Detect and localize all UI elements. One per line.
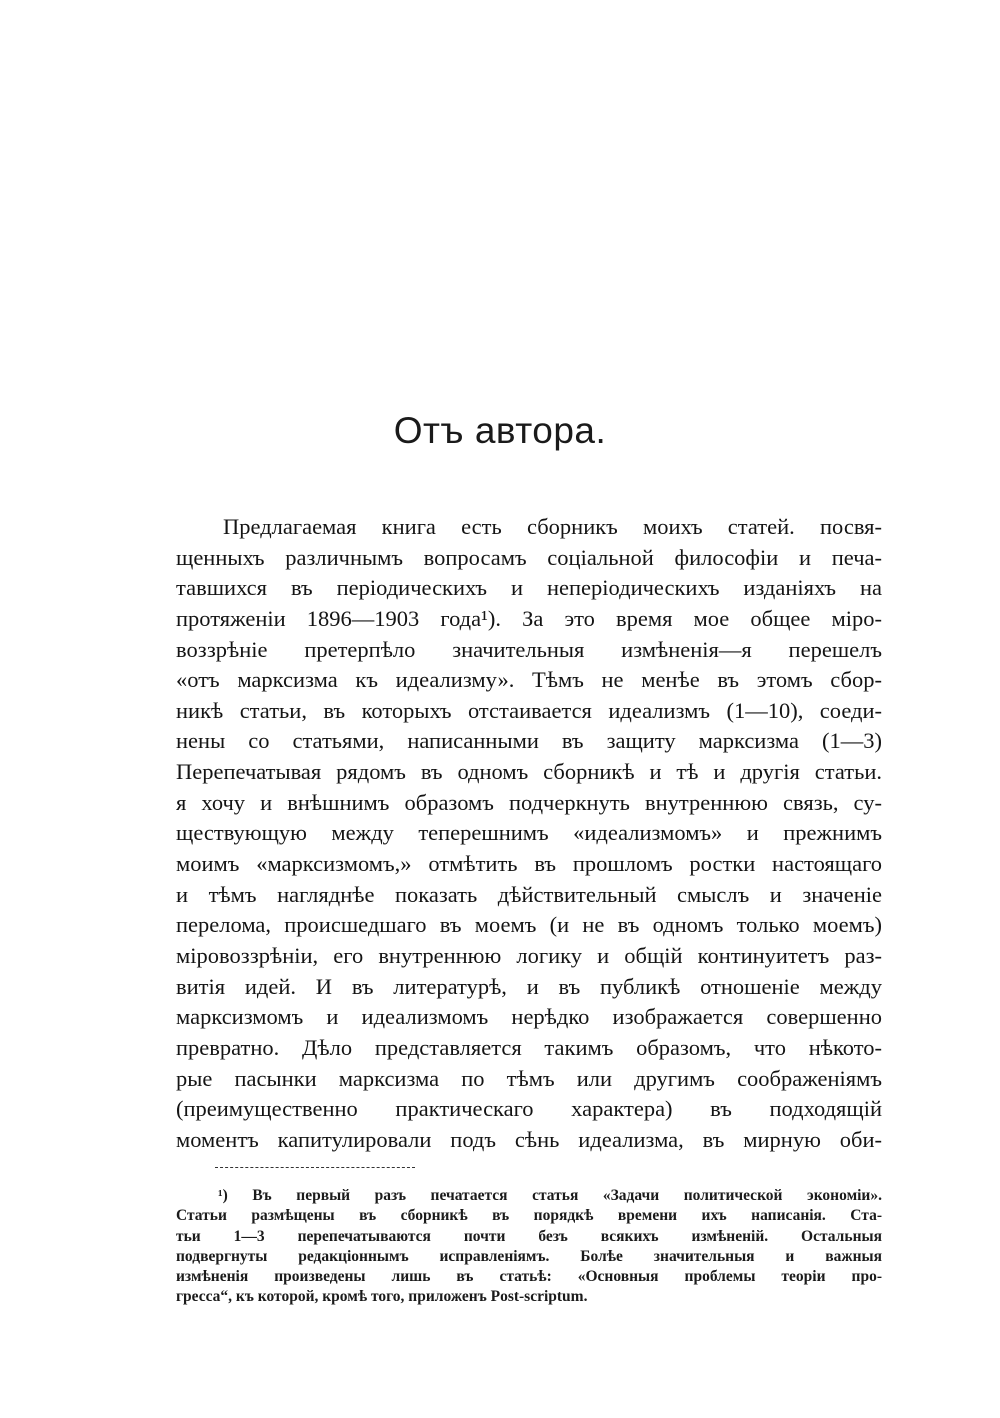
- paragraph-line: протяженіи 1896—1903 года¹). За это время мое общее міро-: [176, 605, 882, 631]
- paragraph-line: моментъ капитулировали подъ сѣнь идеализма, въ мирную оби-: [176, 1126, 882, 1152]
- main-paragraph: [176, 512, 882, 1155]
- paragraph-line: марксизмомъ и идеализмомъ нерѣдко изображается совершенно: [176, 1004, 882, 1030]
- paragraph-line: я хочу и внѣшнимъ образомъ подчеркнуть внутреннюю связь, су-: [176, 789, 882, 815]
- paragraph-line: тавшихся въ періодическихъ и непеpіодическихъ изданіяхъ на: [176, 575, 882, 601]
- paragraph-line: моимъ «марксизмомъ,» отмѣтить въ прошломъ ростки настоящаго: [176, 851, 882, 877]
- paragraph-line: рые пасынки марксизма по тѣмъ или другимъ соображеніямъ: [176, 1065, 882, 1091]
- paragraph-line: міровоззрѣніи, его внутреннюю логику и общій континуитетъ раз-: [176, 942, 882, 968]
- paragraph-line: перелома, происшедшаго въ моемъ (и не въ одномъ только моемъ): [176, 912, 882, 938]
- paragraph-line: щенныхъ различнымъ вопросамъ соціальной философіи и печа-: [176, 544, 882, 570]
- paragraph-line: Предлагаемая книга есть сборникъ моихъ статей. посвя-: [223, 514, 882, 539]
- paragraph-line: (преимущественно практическаго характера) въ подходящій: [176, 1096, 882, 1122]
- footnote-line: тьи 1—3 перепечатываются почти безъ всякихъ измѣненій. Остальныя: [176, 1227, 882, 1245]
- paragraph-line: никѣ статьи, въ которыхъ отстаивается идеализмъ (1—10), соеди-: [176, 697, 882, 723]
- page-title: Отъ автора.: [393, 410, 607, 451]
- footnote: [176, 1186, 882, 1308]
- paragraph-line: «отъ марксизма къ идеализму». Тѣмъ не менѣе въ этомъ сбор-: [176, 667, 882, 693]
- footnote-line: измѣненія произведены лишь въ статьѣ: «Основныя проблемы теоріи про-: [176, 1268, 882, 1286]
- footnote-line: гресса“, къ которой, кромѣ того, приложенъ Post-scriptum.: [176, 1288, 588, 1306]
- footnote-separator: [215, 1167, 415, 1168]
- paragraph-line: витія идей. И въ литературѣ, и въ публикѣ отношеніе между: [176, 973, 882, 999]
- footnote-line: подвергнуты редакціоннымъ исправленіямъ. Болѣе значительныя и важныя: [176, 1247, 882, 1265]
- paragraph-line: ществующую между теперешнимъ «идеализмомъ» и прежнимъ: [176, 820, 882, 846]
- footnote-line: ¹) Въ первый разъ печатается статья «Задачи политической экономіи».: [218, 1187, 882, 1204]
- paragraph-line: нены со статьями, написанными въ защиту марксизма (1—3): [176, 728, 882, 754]
- paragraph-line: превратно. Дѣло представляется такимъ образомъ, что нѣкото-: [176, 1034, 882, 1060]
- paragraph-line: Перепечатывая рядомъ въ одномъ сборникѣ и тѣ и другія статьи.: [176, 759, 882, 785]
- footnote-line: Статьи размѣщены въ сборникѣ въ порядкѣ времени ихъ написанія. Ста-: [176, 1207, 882, 1225]
- paragraph-line: и тѣмъ нагляднѣе показать дѣйствительный смыслъ и значеніе: [176, 881, 882, 907]
- paragraph-line: воззрѣніе претерпѣло значительныя измѣненія—я перешелъ: [176, 636, 882, 662]
